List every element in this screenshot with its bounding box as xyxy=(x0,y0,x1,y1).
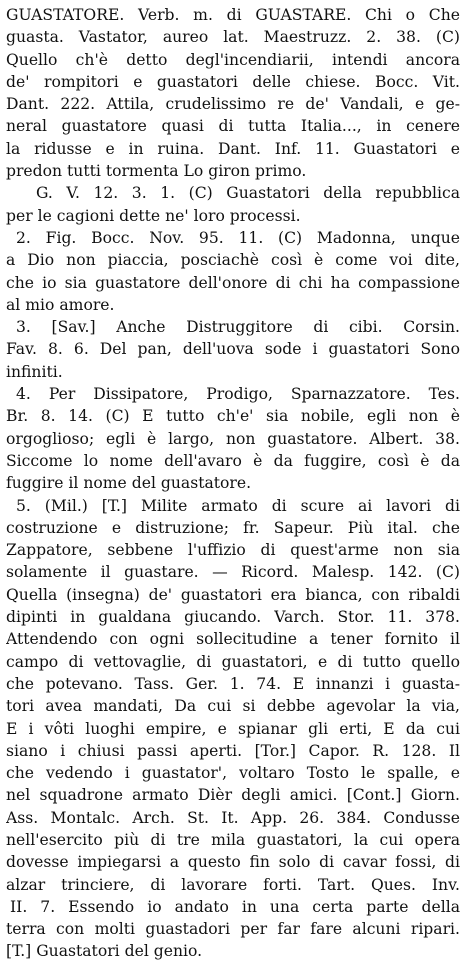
entry-line: de' rompitori e guastatori delle chiese. Bocc. Vit. xyxy=(6,72,460,91)
entry-line: che potevano. Tass. Ger. 1. 74. E innanzi i guasta- xyxy=(6,674,460,693)
entry-line: 4. Per Dissipatore, Prodigo, Sparnazzatore. Tes. xyxy=(16,385,460,404)
entry-line: dovesse impiegarsi a questo fin solo di cavar fossi, di xyxy=(6,853,460,872)
entry-line: [T.] Guastatori del genio. xyxy=(6,942,203,961)
entry-line: fuggire il nome del guastatore. xyxy=(6,474,252,493)
entry-line: 3. [Sav.] Anche Distruggitore di cibi. Corsin. xyxy=(16,318,460,337)
entry-line: terra con molti guastadori per far fare alcuni ripari. xyxy=(6,920,460,939)
entry-line: orgoglioso; egli è largo, non guastatore. Albert. 38. xyxy=(6,429,460,448)
entry-line: a Dio non piaccia, posciachè così è come voi dite, xyxy=(6,251,460,270)
entry-line: infiniti. xyxy=(6,362,63,381)
entry-line: Br. 8. 14. (C) E tutto ch'e' sia nobile, egli non è xyxy=(6,407,460,426)
entry-line: solamente il guastare. — Ricord. Malesp. 142. (C) xyxy=(6,563,460,582)
entry-line: siano i chiusi passi aperti. [Tor.] Capor. R. 128. Il xyxy=(6,741,460,760)
entry-line: Ass. Montalc. Arch. St. It. App. 26. 384. Condusse xyxy=(6,808,460,827)
entry-line: neral guastatore quasi di tutta Italia..., in cenere xyxy=(6,117,460,136)
entry-line: costruzione e distruzione; fr. Sapeur. Più ital. che xyxy=(6,518,460,537)
entry-line: la ridusse e in ruina. Dant. Inf. 11. Guastatori e xyxy=(6,139,460,158)
entry-line: Fav. 8. 6. Del pan, dell'uova sode i guastatori Sono xyxy=(6,340,460,359)
entry-line: Attendendo con ogni sollecitudine a tener fornito il xyxy=(6,630,460,649)
entry-line: alzar trinciere, di lavorare forti. Tart. Ques. Inv. xyxy=(6,875,460,894)
entry-line: che io sia guastatore dell'onore di chi ha compassione xyxy=(6,273,460,292)
entry-line: campo di vettovaglie, di guastatori, e di tutto quello xyxy=(6,652,460,671)
entry-line: per le cagioni dette ne' loro processi. xyxy=(6,206,301,225)
entry-line: che vedendo i guastator', voltaro Tosto le spalle, e xyxy=(6,764,460,783)
entry-line: GUASTATORE. Verb. m. di GUASTARE. Chi o Che xyxy=(6,6,460,24)
entry-line: tori avea mandati, Da cui si debbe agevolar la via, xyxy=(6,697,460,716)
entry-line: predon tutti tormenta Lo giron primo. xyxy=(6,162,307,181)
entry-line: Zappatore, sebbene l'uffizio di quest'arme non sia xyxy=(6,541,460,560)
entry-line: Quella (insegna) de' guastatori era bianca, con ribaldi xyxy=(6,585,460,604)
entry-line: G. V. 12. 3. 1. (C) Guastatori della repubblica xyxy=(36,184,460,203)
entry-line: E i vôti luoghi empire, e spianar gli erti, E da cui xyxy=(6,719,460,738)
entry-line: al mio amore. xyxy=(6,295,115,314)
entry-line: dipinti in gualdana giucando. Varch. Stor. 11. 378. xyxy=(6,608,460,627)
entry-line: Quello ch'è detto degl'incendiarii, intendi ancora xyxy=(6,50,460,69)
entry-line: 5. (Mil.) [T.] Milite armato di scure ai lavori di xyxy=(16,496,460,515)
entry-line: guasta. Vastator, aureo lat. Maestruzz. 2. 38. (C) xyxy=(6,28,460,47)
entry-line: Dant. 222. Attila, crudelissimo re de' Vandali, e ge- xyxy=(6,95,460,114)
entry-line: 2. Fig. Bocc. Nov. 95. 11. (C) Madonna, unque xyxy=(16,228,460,247)
entry-line: II. 7. Essendo io andato in una certa parte della xyxy=(10,897,460,916)
entry-line: Siccome lo nome dell'avaro è da fuggire, così è da xyxy=(6,451,460,470)
entry-line: nel squadrone armato Dièr degli amici. [Cont.] Giorn. xyxy=(6,786,460,805)
entry-line: nell'esercito più di tre mila guastatori, la cui opera xyxy=(6,830,460,849)
